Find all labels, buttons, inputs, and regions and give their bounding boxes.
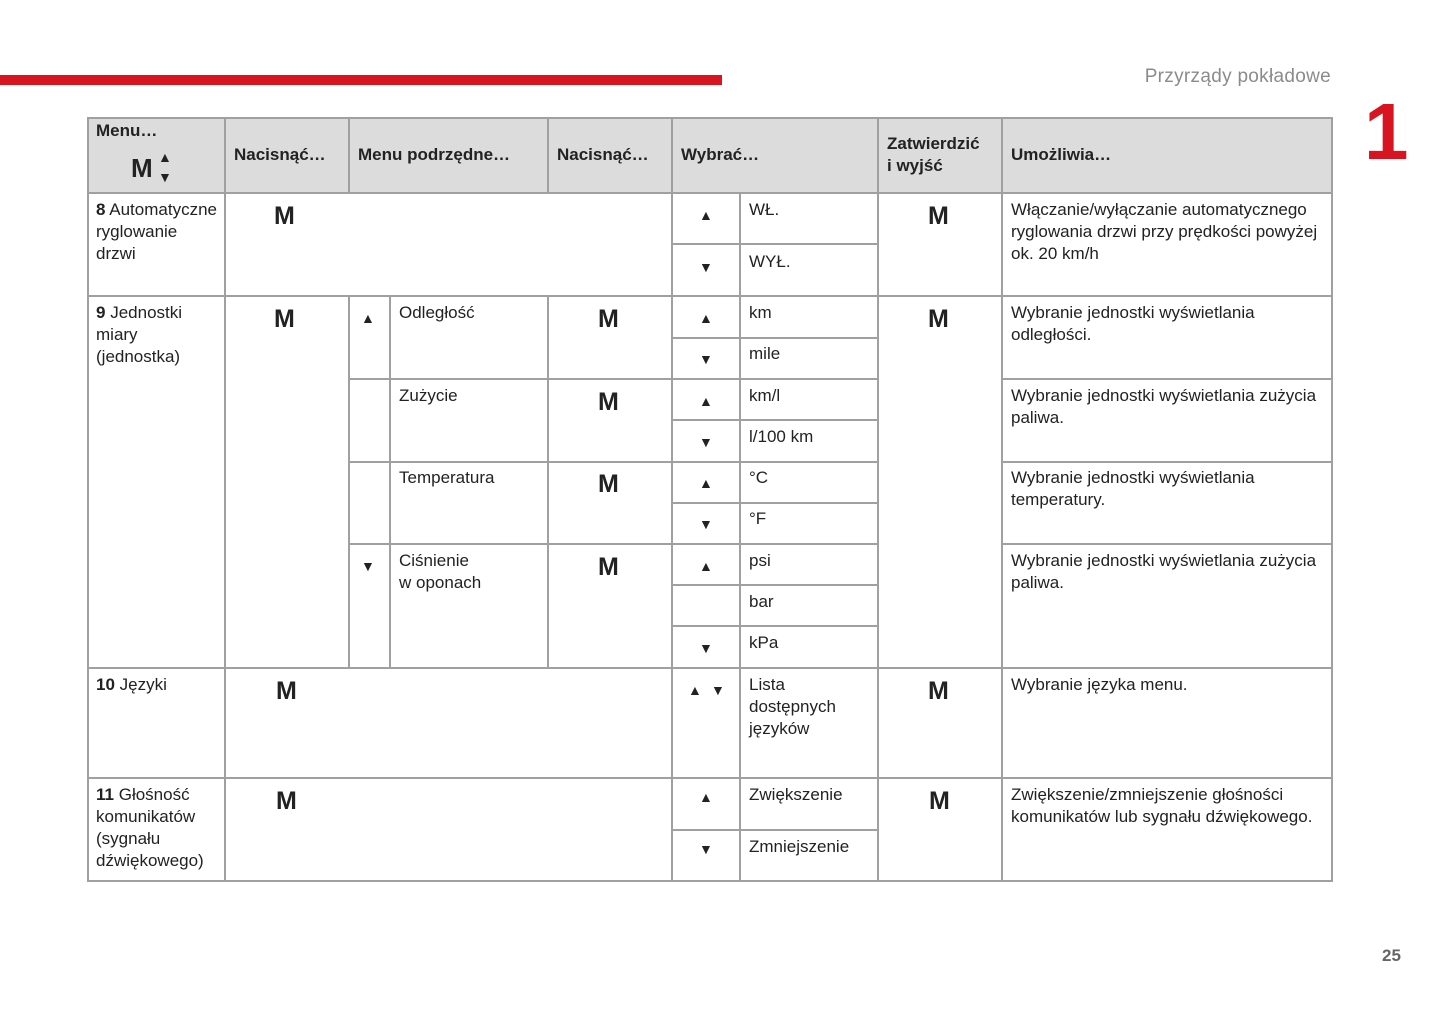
grid-line (348, 461, 878, 463)
grid-line (224, 117, 226, 882)
row-11-name-line2: komunikatów (96, 807, 196, 826)
grid-line (671, 829, 878, 831)
arrow-down-icon: ▼ (158, 169, 172, 185)
row-8-description: Włączanie/wyłączanie automatycznego (1011, 200, 1307, 219)
temperature-description-line2: temperatury. (1011, 490, 1106, 509)
header-submenu: Menu podrzędne… (358, 145, 511, 164)
grid-line (1001, 117, 1003, 882)
grid-line (348, 543, 878, 545)
red-header-bar (0, 75, 722, 85)
tyre-pressure-description: Wybranie jednostki wyświetlania zużycia (1011, 551, 1317, 570)
row-9-name: 9 Jednostki (96, 303, 183, 322)
grid-line (87, 117, 89, 882)
row-11-option-increase: Zwiększenie (749, 785, 843, 804)
arrow-up-icon: ▲ (158, 149, 172, 165)
row-10-option-line2: dostępnych (749, 697, 836, 716)
submenu-distance: Odległość (399, 303, 475, 322)
grid-line (1331, 117, 1333, 882)
m-button-icon: M (598, 553, 619, 581)
grid-line (348, 378, 878, 380)
temperature-description: Wybranie jednostki wyświetlania (1011, 468, 1255, 487)
row-10-option: Lista (749, 675, 785, 694)
arrow-up-icon: ▲ (699, 475, 713, 491)
grid-line (87, 295, 1332, 297)
option-km: km (749, 303, 772, 322)
row-11-description-line2: komunikatów lub sygnału dźwiękowego. (1011, 807, 1313, 826)
m-button-icon: M (928, 305, 949, 333)
grid-line (547, 295, 549, 669)
option-l-per-100km: l/100 km (749, 427, 814, 446)
grid-line (671, 117, 673, 882)
grid-line (671, 584, 878, 586)
m-button-icon: M (274, 202, 295, 230)
page-number: 25 (1382, 946, 1401, 965)
grid-line (87, 667, 1332, 669)
header-press: Nacisnąć… (234, 145, 326, 164)
option-celsius: °C (749, 468, 769, 487)
arrow-up-icon: ▲ (699, 310, 713, 326)
m-button-icon: M (928, 202, 949, 230)
submenu-tyre-pressure-line2: w oponach (399, 573, 482, 592)
row-8-name: 8 Automatyczne (96, 200, 217, 219)
m-button-icon: M (929, 787, 950, 815)
grid-line (547, 117, 549, 194)
option-km-per-l: km/l (749, 386, 781, 405)
consumption-description: Wybranie jednostki wyświetlania zużycia (1011, 386, 1317, 405)
m-button-icon: M (274, 305, 295, 333)
grid-line (671, 337, 878, 339)
header-confirm-line2: i wyjść (887, 156, 943, 175)
m-button-icon: M (276, 677, 297, 705)
option-fahrenheit: °F (749, 509, 767, 528)
row-10-option-line3: języków (749, 719, 810, 738)
section-title: Przyrządy pokładowe (1144, 66, 1331, 87)
tyre-pressure-description-line2: paliwa. (1011, 573, 1064, 592)
grid-line (739, 192, 741, 882)
row-8-description-line2: ryglowania drzwi przy prędkości powyżej (1011, 222, 1318, 241)
grid-line (389, 295, 391, 669)
header-confirm: Zatwierdzić (887, 134, 980, 153)
arrow-down-icon: ▼ (699, 516, 713, 532)
grid-line (671, 625, 878, 627)
m-button-icon: M (598, 305, 619, 333)
arrow-up-icon: ▲ (361, 310, 375, 326)
arrow-up-icon: ▲ (699, 393, 713, 409)
arrow-down-icon: ▼ (699, 640, 713, 656)
submenu-consumption: Zużycie (399, 386, 458, 405)
grid-line (1001, 378, 1332, 380)
arrow-down-icon: ▼ (699, 841, 713, 857)
option-kpa: kPa (749, 633, 779, 652)
grid-line (87, 117, 1332, 119)
grid-line (348, 117, 350, 194)
grid-line (348, 295, 350, 669)
arrow-down-icon: ▼ (699, 434, 713, 450)
m-button-icon: M (131, 153, 153, 183)
row-8-option-off: WYŁ. (749, 252, 791, 271)
arrow-down-icon: ▼ (361, 558, 375, 574)
option-bar: bar (749, 592, 774, 611)
row-10-description: Wybranie języka menu. (1011, 675, 1188, 694)
grid-line (671, 243, 878, 245)
option-psi: psi (749, 551, 771, 570)
arrow-down-icon: ▼ (699, 259, 713, 275)
submenu-tyre-pressure: Ciśnienie (399, 551, 469, 570)
grid-line (87, 192, 1332, 194)
arrow-up-icon: ▲ (699, 558, 713, 574)
grid-line (671, 502, 878, 504)
row-11-option-decrease: Zmniejszenie (749, 837, 850, 856)
grid-line (87, 777, 1332, 779)
m-button-icon: M (928, 677, 949, 705)
row-9-name-line3: (jednostka) (96, 347, 181, 366)
m-button-icon: M (276, 787, 297, 815)
grid-line (1001, 543, 1332, 545)
header-enables: Umożliwia… (1011, 145, 1112, 164)
row-11-name: 11 Głośność (96, 785, 190, 804)
arrow-down-icon: ▼ (699, 351, 713, 367)
arrow-up-icon: ▲ (699, 789, 713, 805)
consumption-description-line2: paliwa. (1011, 408, 1064, 427)
header-menu: Menu… (96, 121, 158, 140)
grid-line (1001, 461, 1332, 463)
chapter-number: 1 (1364, 87, 1409, 176)
distance-description-line2: odległości. (1011, 325, 1092, 344)
header-select: Wybrać… (681, 145, 760, 164)
row-11-name-line3: (sygnału (96, 829, 161, 848)
row-8-name-line2: ryglowanie (96, 222, 178, 241)
row-9-name-line2: miary (96, 325, 138, 344)
row-8-option-on: WŁ. (749, 200, 780, 219)
row-10-name: 10 Języki (96, 675, 167, 694)
row-11-description: Zwiększenie/zmniejszenie głośności (1011, 785, 1284, 804)
grid-line (87, 880, 1332, 882)
grid-line (671, 419, 878, 421)
row-11-name-line4: dźwiękowego) (96, 851, 204, 870)
row-8-description-line3: ok. 20 km/h (1011, 244, 1099, 263)
submenu-temperature: Temperatura (399, 468, 495, 487)
grid-line (877, 117, 879, 882)
distance-description: Wybranie jednostki wyświetlania (1011, 303, 1255, 322)
arrow-up-icon: ▲ (688, 682, 702, 698)
m-button-icon: M (598, 470, 619, 498)
arrow-up-icon: ▲ (699, 207, 713, 223)
row-8-name-line3: drzwi (96, 244, 136, 263)
arrow-down-icon: ▼ (711, 682, 725, 698)
option-miles: mile (749, 344, 781, 363)
header-press-2: Nacisnąć… (557, 145, 649, 164)
m-button-icon: M (598, 388, 619, 416)
